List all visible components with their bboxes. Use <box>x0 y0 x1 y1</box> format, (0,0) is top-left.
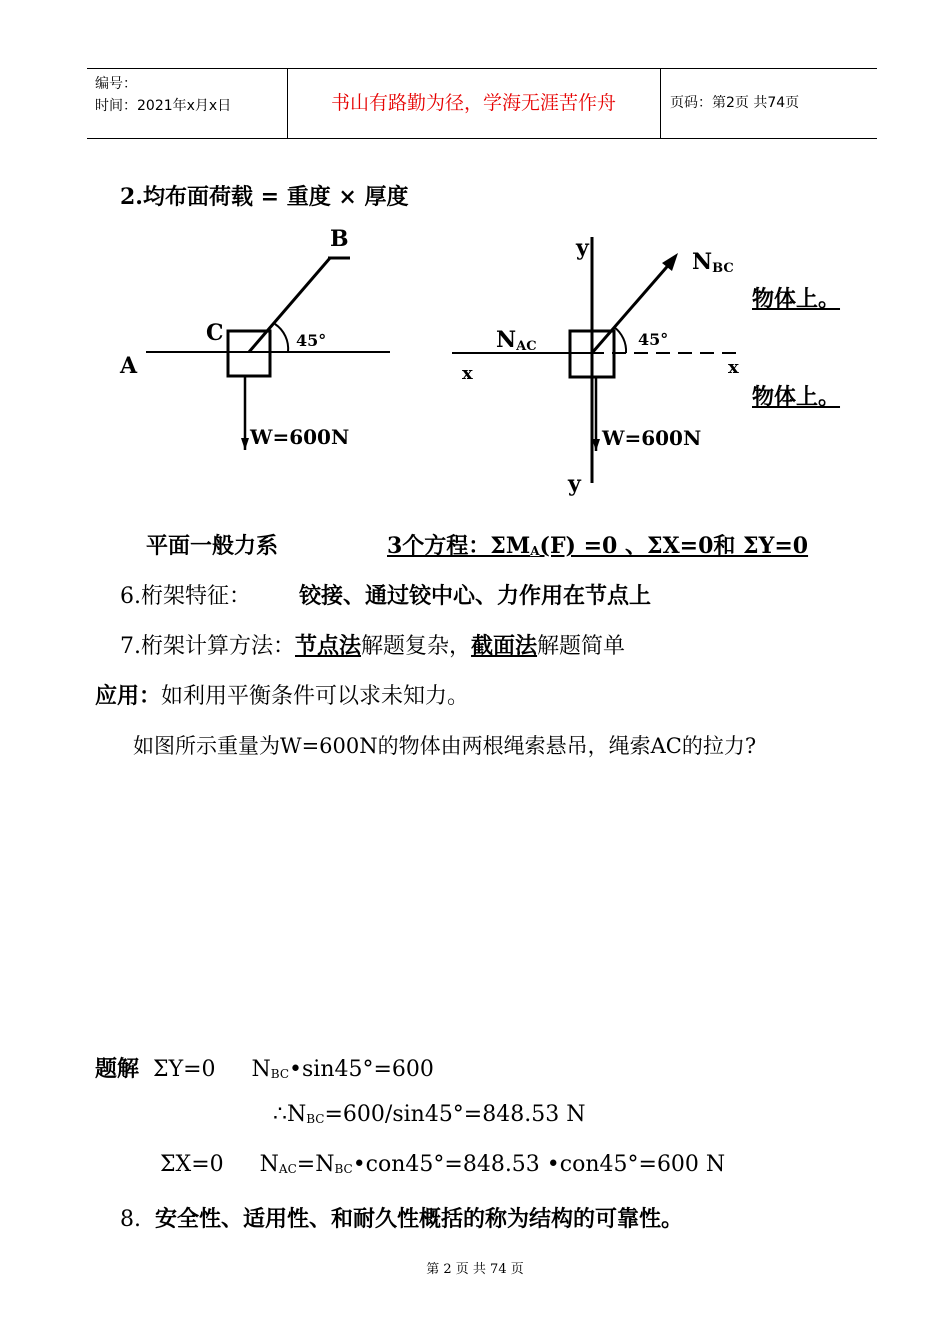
label-y-bottom: y <box>568 471 581 497</box>
line-reliability: 8. 安全性、适用性、和耐久性概括的称为结构的可靠性。 <box>120 1206 684 1232</box>
line-plane-force: 平面一般力系 <box>146 533 279 559</box>
header-motto: 书山有路勤为径，学海无涯苦作舟 <box>330 92 616 114</box>
line-uniform-load: 2.均布面荷载 = 重度 × 厚度 <box>120 184 409 210</box>
solution-line-2: $\therefore N_{BC}=600/\sin 45^\circ=848.53$ N <box>273 1102 586 1127</box>
header-page-info: 页码：第2页 共74页 <box>670 95 800 111</box>
figure-rope-diagram <box>110 218 410 458</box>
page-header <box>87 68 877 139</box>
label-b: B <box>330 226 349 252</box>
partial-text-2: 物体上。 <box>752 384 841 410</box>
line-question: 如图所示重量为W=600N的物体由两根绳索悬吊，绳索AC的拉力? <box>133 734 757 758</box>
angle-label: 45° <box>296 331 327 350</box>
code-label: 编号： <box>95 76 137 92</box>
line-truss-method: 7.桁架计算方法：节点法解题复杂，截面法解题简单 <box>120 633 626 659</box>
label-x-left: x <box>462 363 473 384</box>
line-truss-feature: 6.桁架特征： 铰接、通过铰中心、力作用在节点上 <box>120 583 652 609</box>
solution-line-1: 题解 ΣY=0 $N_{BC}•\sin 45^\circ=600$ <box>95 1056 434 1082</box>
angle-label: 45° <box>638 330 669 349</box>
weight-arrowhead <box>241 438 249 450</box>
header-divider <box>660 69 661 138</box>
label-a: A <box>120 353 138 379</box>
label-nac: NAC <box>496 327 537 354</box>
label-y-top: y <box>576 235 589 261</box>
label-c: C <box>206 320 224 346</box>
weight-label: W=600N <box>602 426 702 450</box>
solution-line-3: ΣX=0 $N_{AC}=N_{BC}•con45^\circ=848.53$ •con45°=600 N <box>160 1152 726 1177</box>
line-plane-equations: 3个方程：$\Sigma M_A(F) =0$ 、ΣX=0和 ΣY=0 <box>387 533 809 559</box>
label-nbc: NBC <box>692 249 734 276</box>
weight-label: W=600N <box>250 425 350 449</box>
line-application: 应用：如利用平衡条件可以求未知力。 <box>95 683 470 709</box>
partial-text-1: 物体上。 <box>752 286 841 312</box>
figure-free-body-diagram <box>440 225 760 497</box>
header-meta <box>95 73 231 117</box>
angle-arc <box>614 327 626 353</box>
page-footer: 第 2 页 共 74 页 <box>426 1262 524 1277</box>
angle-arc <box>275 324 288 352</box>
time-label: 时间：2021年x月x日 <box>95 98 232 114</box>
hanging-block <box>228 331 270 376</box>
label-x-right: x <box>728 357 739 378</box>
